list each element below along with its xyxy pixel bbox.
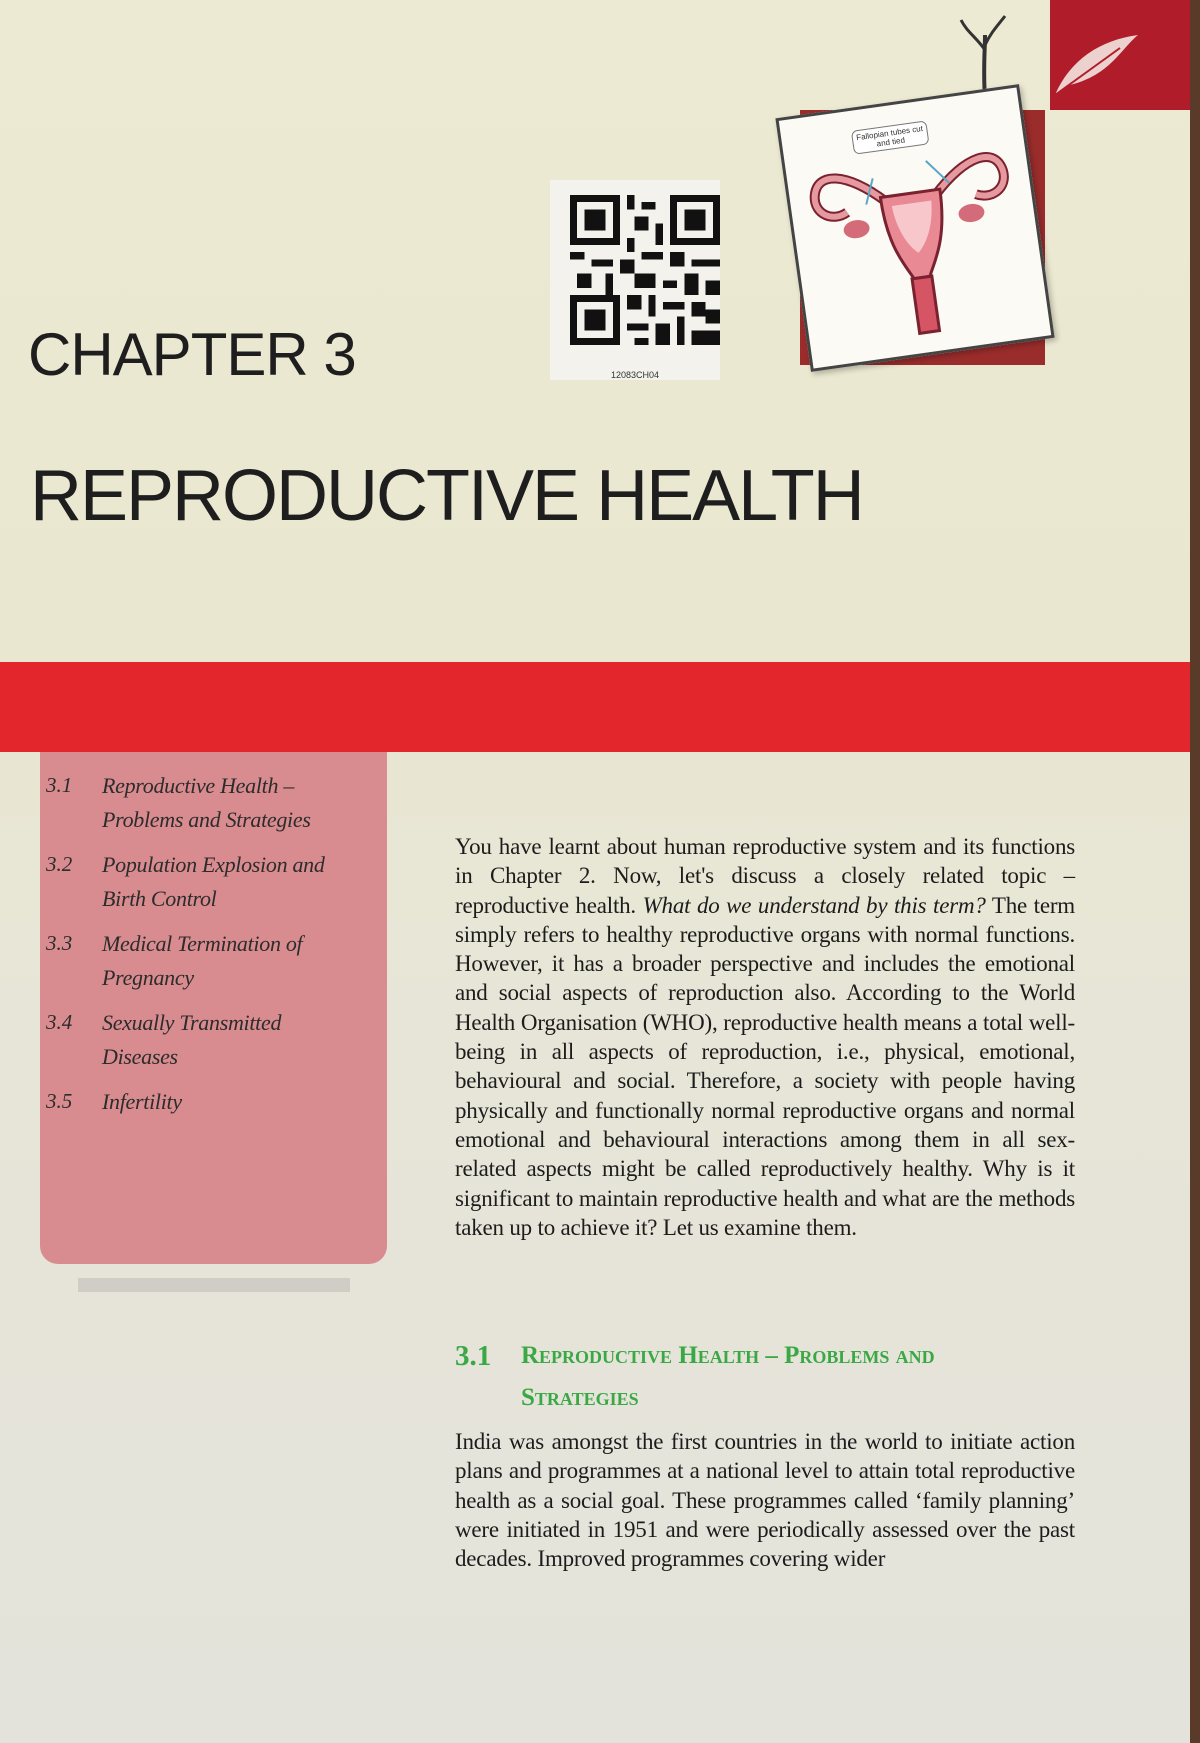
chapter-contents-box <box>40 752 387 1264</box>
toc-number: 3.1 <box>46 773 73 797</box>
uterus-illustration <box>779 88 1051 369</box>
toc-text: Reproductive Health – Problems and Strategies <box>102 773 311 832</box>
section-heading <box>455 1335 1075 1419</box>
toc-shadow <box>78 1278 350 1292</box>
toc-text: Medical Termination of Pregnancy <box>102 931 303 990</box>
qr-code-icon <box>570 195 720 345</box>
leaf-icon <box>1050 30 1140 100</box>
section-title: Reproductive Health – Problems and Strategies <box>521 1342 935 1411</box>
chapter-number: CHAPTER 3 <box>28 321 356 388</box>
qr-code-block[interactable] <box>550 180 720 380</box>
toc-text: Population Explosion and Birth Control <box>102 852 325 911</box>
toc-number: 3.2 <box>46 852 73 876</box>
toc-number: 3.4 <box>46 1010 73 1034</box>
qr-code-label: 12083CH04 <box>610 370 660 380</box>
chapter-title: REPRODUCTIVE HEALTH <box>30 456 863 536</box>
section-number: 3.1 <box>455 1340 492 1372</box>
toc-text: Infertility <box>102 1089 182 1114</box>
figure-label: Fallopian tubes cut and tied <box>851 120 930 154</box>
section-paragraph: India was amongst the first countries in the world to initiate action plans and programmes at a national level to attain total reproductive health as a social goal. These programmes called ‘family planning’ were initiated in 1951 and were periodically assessed over the past decades. Improved programmes covering wider <box>455 1429 1075 1572</box>
intro-paragraph: You have learnt about human reproductive system and its functions in Chapter 2. Now, let's discuss a closely related topic – reproductive health. What do we understand by this term? The term simply refers to healthy reproductive organs with normal functions. However, it has a broader perspective and includes the emotional and social aspects of reproduction also. According to the World Health Organisation (WHO), reproductive health means a total well-being in all aspects of reproduction, i.e., physical, emotional, behavioural and social. Therefore, a society with people having physically and functionally normal reproductive organs and normal emotional and behavioural interactions among them in all sex-related aspects might be called reproductively healthy. Why is it significant to maintain reproductive health and what are the methods taken up to achieve it? Let us examine them. <box>455 834 1075 1240</box>
toc-number: 3.3 <box>46 931 73 955</box>
toc-text: Sexually Transmitted Diseases <box>102 1010 282 1069</box>
figure-card <box>775 84 1054 372</box>
toc-number: 3.5 <box>46 1089 73 1113</box>
red-banner <box>0 662 1190 752</box>
